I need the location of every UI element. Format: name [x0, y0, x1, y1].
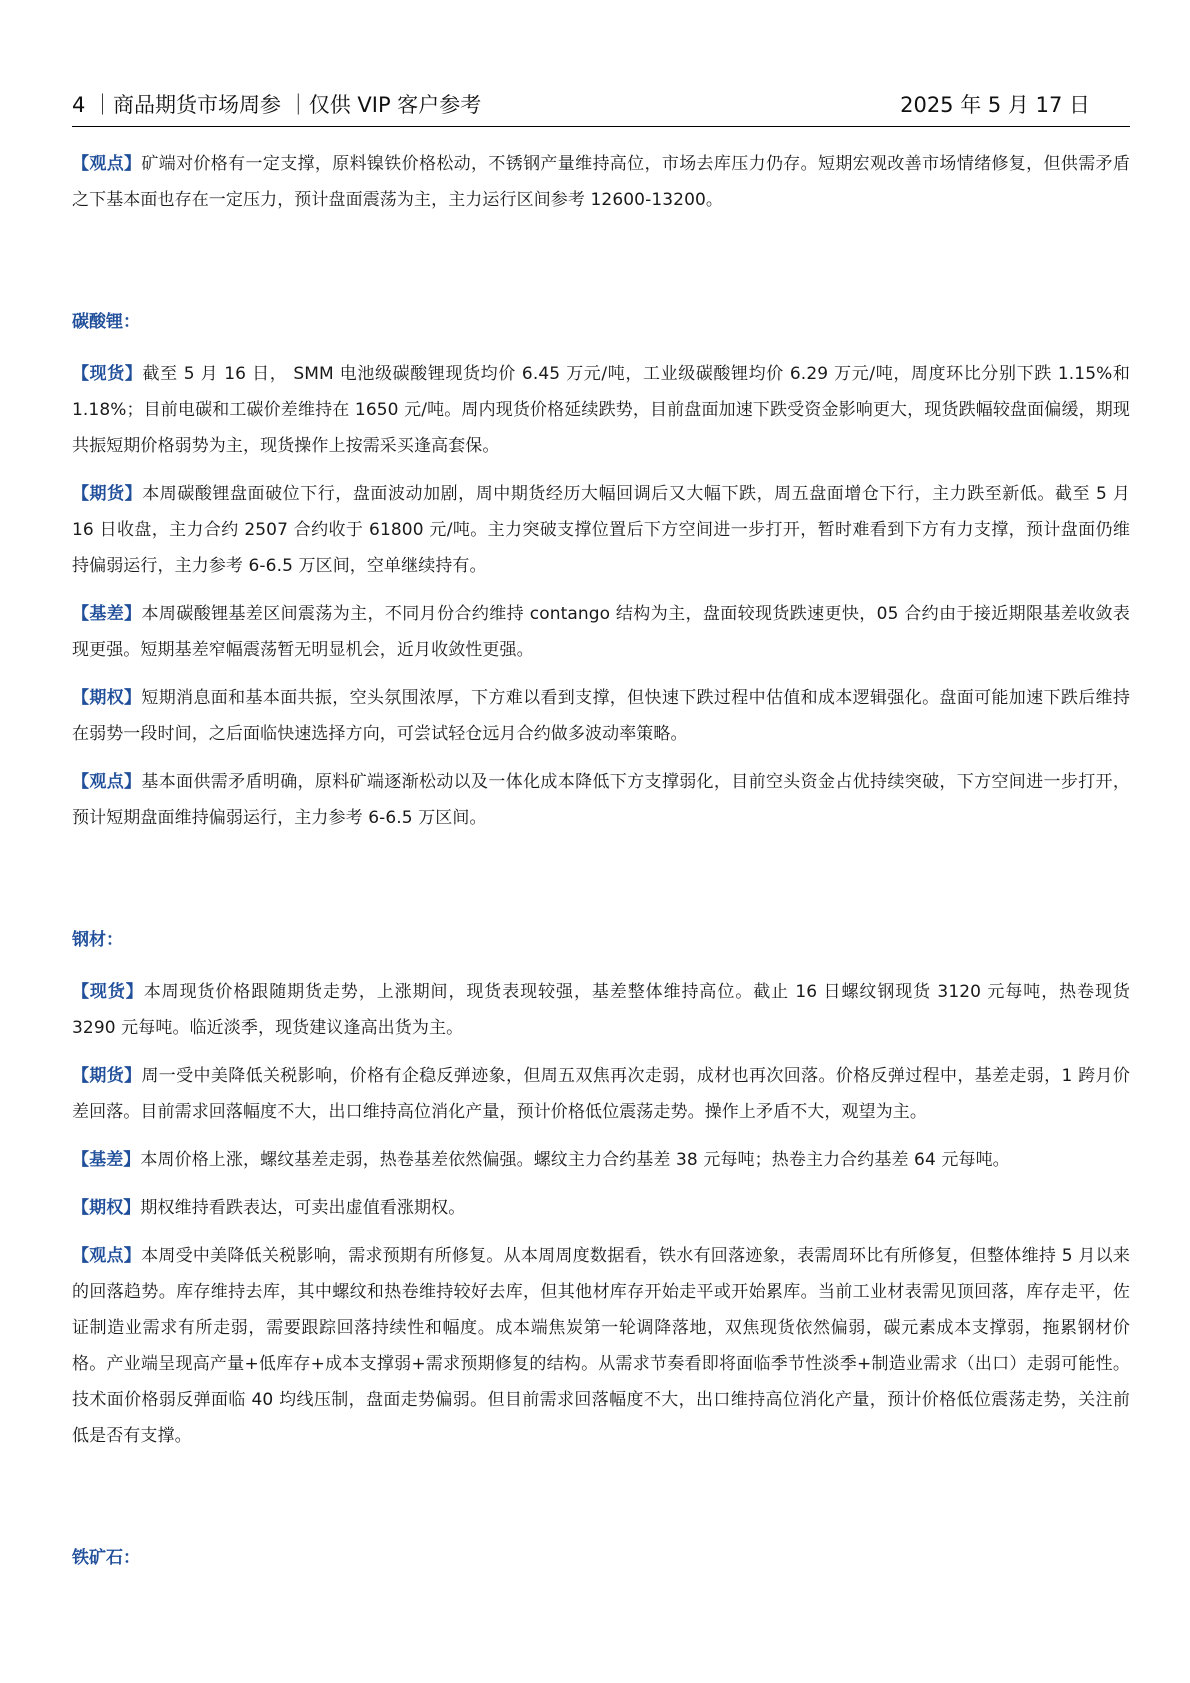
- steel-futures-paragraph: [72, 1058, 1130, 1130]
- steel-spot-paragraph: [72, 974, 1130, 1046]
- header-date: 2025 年 5 月 17 日: [900, 93, 1090, 117]
- section-title-iron-ore: 铁矿石：: [72, 1548, 140, 1568]
- paragraph-tag: 【现货】: [72, 364, 143, 384]
- steel-view-paragraph: [72, 1238, 1130, 1454]
- paragraph-text: 本周价格上涨，螺纹基差走弱，热卷基差依然偏强。螺纹主力合约基差 38 元每吨；热卷主力合约基差 64 元每吨。: [140, 1150, 1010, 1170]
- section-title-steel: 钢材：: [72, 930, 123, 950]
- paragraph-text: 周一受中美降低关税影响，价格有企稳反弹迹象，但周五双焦再次走弱，成材也再次回落。价格反弹过程中，基差走弱，1 跨月价差回落。目前需求回落幅度不大，出口维持高位消化产量，预计价格低位震荡走势。操作上矛盾不大，观望为主。: [72, 1066, 1130, 1122]
- paragraph-text: 期权维持看跌表达，可卖出虚值看涨期权。: [140, 1198, 466, 1218]
- lithium-view-paragraph: [72, 764, 1130, 836]
- lithium-spot-paragraph: [72, 356, 1130, 464]
- paragraph-tag: 【现货】: [72, 982, 144, 1002]
- header-title: 4 ｜商品期货市场周参 ｜仅供 VIP 客户参考: [72, 93, 482, 117]
- lithium-options-paragraph: [72, 680, 1130, 752]
- steel-basis-paragraph: [72, 1142, 1130, 1178]
- section-title-lithium-carbonate: 碳酸锂：: [72, 312, 140, 332]
- paragraph-text: 本周现货价格跟随期货走势，上涨期间，现货表现较强，基差整体维持高位。截止 16 日螺纹钢现货 3120 元每吨，热卷现货 3290 元每吨。临近淡季，现货建议逢高出货为主。: [72, 982, 1131, 1038]
- paragraph-tag: 【观点】: [72, 1246, 142, 1266]
- paragraph-tag: 【期货】: [72, 1066, 142, 1086]
- paragraph-text: 短期消息面和基本面共振，空头氛围浓厚，下方难以看到支撑，但快速下跌过程中估值和成本逻辑强化。盘面可能加速下跌后维持在弱势一段时间，之后面临快速选择方向，可尝试轻仓远月合约做多波动率策略。: [72, 688, 1131, 744]
- paragraph-text: 矿端对价格有一定支撑，原料镍铁价格松动，不锈钢产量维持高位，市场去库压力仍存。短期宏观改善市场情绪修复，但供需矛盾之下基本面也存在一定压力，预计盘面震荡为主，主力运行区间参考 12600-13200。: [72, 154, 1131, 210]
- paragraph-text: 本周碳酸锂盘面破位下行，盘面波动加剧，周中期货经历大幅回调后又大幅下跌，周五盘面增仓下行，主力跌至新低。截至 5 月 16 日收盘，主力合约 2507 合约收于 61800 元/吨。主力突破支撑位置后下方空间进一步打开，暂时难看到下方有力支撑，预计盘面仍维持偏弱运行，主力参考 6-6.5 万区间，空单继续持有。: [72, 484, 1130, 576]
- paragraph-tag: 【期权】: [72, 688, 142, 708]
- page-header: [72, 86, 1130, 127]
- lithium-futures-paragraph: [72, 476, 1130, 584]
- document-body: [72, 146, 1130, 1576]
- paragraph-tag: 【基差】: [72, 604, 142, 624]
- paragraph-tag: 【观点】: [72, 154, 142, 174]
- paragraph-tag: 【观点】: [72, 772, 142, 792]
- paragraph-tag: 【基差】: [72, 1150, 141, 1170]
- steel-options-paragraph: [72, 1190, 1130, 1226]
- intro-paragraph: [72, 146, 1130, 218]
- paragraph-tag: 【期权】: [72, 1198, 141, 1218]
- paragraph-text: 截至 5 月 16 日， SMM 电池级碳酸锂现货均价 6.45 万元/吨，工业级碳酸锂均价 6.29 万元/吨，周度环比分别下跌 1.15%和 1.18%；目前电碳和工碳价差维持在 1650 元/吨。周内现货价格延续跌势，目前盘面加速下跌受资金影响更大，现货跌幅较盘面偏缓，期现共振短期价格弱势为主，现货操作上按需采买逢高套保。: [72, 364, 1130, 456]
- paragraph-tag: 【期货】: [72, 484, 143, 504]
- lithium-basis-paragraph: [72, 596, 1130, 668]
- paragraph-text: 本周受中美降低关税影响，需求预期有所修复。从本周周度数据看，铁水有回落迹象，表需周环比有所修复，但整体维持 5 月以来的回落趋势。库存维持去库，其中螺纹和热卷维持较好去库，但其他材库存开始走平或开始累库。当前工业材表需见顶回落，库存走平，佐证制造业需求有所走弱，需要跟踪回落持续性和幅度。成本端焦炭第一轮调降落地，双焦现货依然偏弱，碳元素成本支撑弱，拖累钢材价格。产业端呈现高产量+低库存+成本支撑弱+需求预期修复的结构。从需求节奏看即将面临季节性淡季+制造业需求（出口）走弱可能性。技术面价格弱反弹面临 40 均线压制，盘面走势偏弱。但目前需求回落幅度不大，出口维持高位消化产量，预计价格低位震荡走势，关注前低是否有支撑。: [72, 1246, 1130, 1446]
- paragraph-text: 基本面供需矛盾明确，原料矿端逐渐松动以及一体化成本降低下方支撑弱化，目前空头资金占优持续突破，下方空间进一步打开，预计短期盘面维持偏弱运行，主力参考 6-6.5 万区间。: [72, 772, 1131, 828]
- paragraph-text: 本周碳酸锂基差区间震荡为主，不同月份合约维持 contango 结构为主，盘面较现货跌速更快，05 合约由于接近期限基差收敛表现更强。短期基差窄幅震荡暂无明显机会，近月收敛性更强。: [72, 604, 1130, 660]
